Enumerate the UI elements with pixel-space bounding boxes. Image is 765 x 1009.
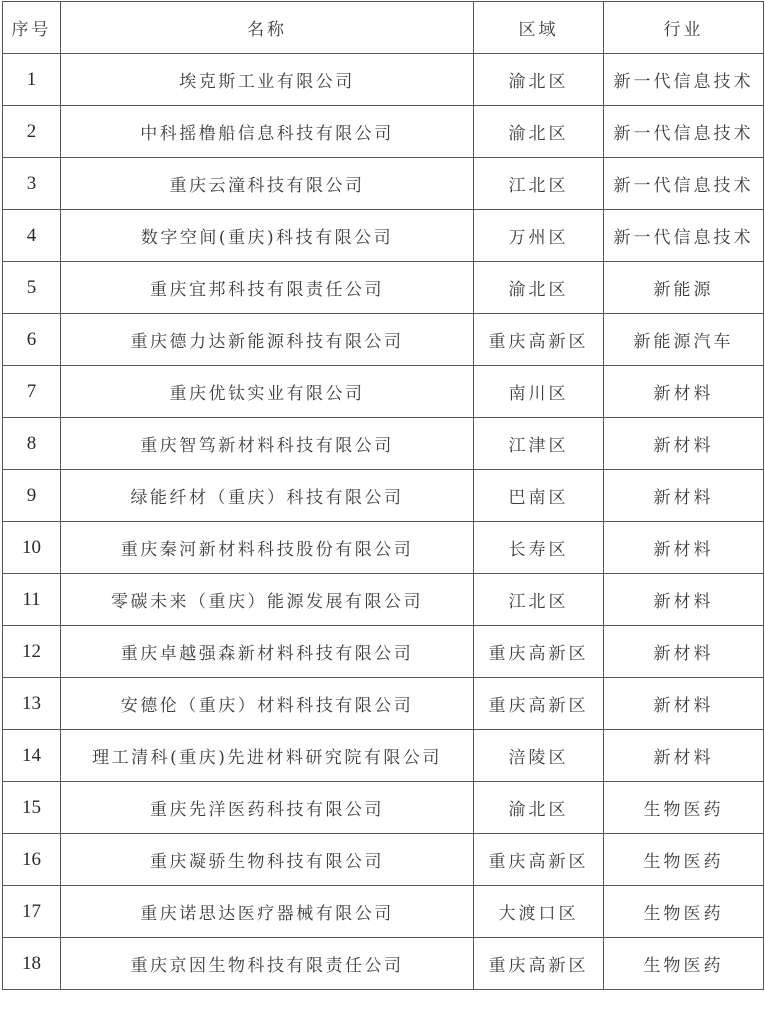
region-cell: 渝北区: [474, 54, 604, 106]
row-index: 13: [3, 678, 61, 730]
industry-cell: 新能源: [604, 262, 764, 314]
row-index: 6: [3, 314, 61, 366]
row-index: 3: [3, 158, 61, 210]
region-cell: 南川区: [474, 366, 604, 418]
company-name: 理工清科(重庆)先进材料研究院有限公司: [61, 730, 474, 782]
industry-cell: 新材料: [604, 626, 764, 678]
region-cell: 江津区: [474, 418, 604, 470]
industry-cell: 新一代信息技术: [604, 158, 764, 210]
region-cell: 巴南区: [474, 470, 604, 522]
industry-cell: 新材料: [604, 522, 764, 574]
row-index: 4: [3, 210, 61, 262]
table-row: [3, 886, 764, 938]
region-cell: 涪陵区: [474, 730, 604, 782]
row-index: 12: [3, 626, 61, 678]
table-row: [3, 574, 764, 626]
table-row: [3, 314, 764, 366]
industry-cell: 新能源汽车: [604, 314, 764, 366]
row-index: 17: [3, 886, 61, 938]
row-index: 7: [3, 366, 61, 418]
industry-cell: 新一代信息技术: [604, 106, 764, 158]
table-row: [3, 158, 764, 210]
region-cell: 渝北区: [474, 106, 604, 158]
company-name: 零碳未来（重庆）能源发展有限公司: [61, 574, 474, 626]
region-cell: 重庆高新区: [474, 938, 604, 990]
industry-cell: 新材料: [604, 366, 764, 418]
industry-cell: 新材料: [604, 574, 764, 626]
company-name: 重庆凝骄生物科技有限公司: [61, 834, 474, 886]
table-row: [3, 262, 764, 314]
header-row: [3, 2, 764, 54]
company-name: 数字空间(重庆)科技有限公司: [61, 210, 474, 262]
table-row: [3, 470, 764, 522]
table-row: [3, 522, 764, 574]
company-name: 重庆智笃新材料科技有限公司: [61, 418, 474, 470]
industry-cell: 新材料: [604, 730, 764, 782]
industry-cell: 生物医药: [604, 886, 764, 938]
company-list-table: [2, 1, 764, 990]
company-name: 重庆京因生物科技有限责任公司: [61, 938, 474, 990]
company-name: 重庆卓越强森新材料科技有限公司: [61, 626, 474, 678]
table-row: [3, 106, 764, 158]
industry-cell: 新一代信息技术: [604, 210, 764, 262]
region-cell: 重庆高新区: [474, 834, 604, 886]
table-row: [3, 626, 764, 678]
industry-cell: 生物医药: [604, 938, 764, 990]
table-row: [3, 210, 764, 262]
row-index: 16: [3, 834, 61, 886]
company-name: 重庆云潼科技有限公司: [61, 158, 474, 210]
company-name: 重庆秦河新材料科技股份有限公司: [61, 522, 474, 574]
industry-cell: 生物医药: [604, 782, 764, 834]
table-row: [3, 782, 764, 834]
region-cell: 重庆高新区: [474, 678, 604, 730]
industry-cell: 新材料: [604, 470, 764, 522]
row-index: 8: [3, 418, 61, 470]
industry-cell: 生物医药: [604, 834, 764, 886]
header-name: 名称: [61, 2, 474, 54]
row-index: 15: [3, 782, 61, 834]
region-cell: 江北区: [474, 574, 604, 626]
industry-cell: 新材料: [604, 678, 764, 730]
table-row: [3, 730, 764, 782]
row-index: 10: [3, 522, 61, 574]
region-cell: 重庆高新区: [474, 314, 604, 366]
row-index: 2: [3, 106, 61, 158]
row-index: 9: [3, 470, 61, 522]
company-name: 重庆诺思达医疗器械有限公司: [61, 886, 474, 938]
company-name: 埃克斯工业有限公司: [61, 54, 474, 106]
region-cell: 长寿区: [474, 522, 604, 574]
header-industry: 行业: [604, 2, 764, 54]
industry-cell: 新一代信息技术: [604, 54, 764, 106]
region-cell: 万州区: [474, 210, 604, 262]
table-row: [3, 938, 764, 990]
table-row: [3, 54, 764, 106]
table-row: [3, 834, 764, 886]
company-name: 安德伦（重庆）材料科技有限公司: [61, 678, 474, 730]
row-index: 18: [3, 938, 61, 990]
region-cell: 重庆高新区: [474, 626, 604, 678]
company-name: 中科摇橹船信息科技有限公司: [61, 106, 474, 158]
row-index: 1: [3, 54, 61, 106]
company-name: 重庆优钛实业有限公司: [61, 366, 474, 418]
company-name: 重庆宜邦科技有限责任公司: [61, 262, 474, 314]
industry-cell: 新材料: [604, 418, 764, 470]
row-index: 5: [3, 262, 61, 314]
region-cell: 渝北区: [474, 782, 604, 834]
header-index: 序号: [3, 2, 61, 54]
header-region: 区域: [474, 2, 604, 54]
row-index: 14: [3, 730, 61, 782]
region-cell: 大渡口区: [474, 886, 604, 938]
company-name: 绿能纤材（重庆）科技有限公司: [61, 470, 474, 522]
table-row: [3, 366, 764, 418]
region-cell: 渝北区: [474, 262, 604, 314]
region-cell: 江北区: [474, 158, 604, 210]
company-name: 重庆先洋医药科技有限公司: [61, 782, 474, 834]
table-row: [3, 418, 764, 470]
company-name: 重庆德力达新能源科技有限公司: [61, 314, 474, 366]
row-index: 11: [3, 574, 61, 626]
table-row: [3, 678, 764, 730]
